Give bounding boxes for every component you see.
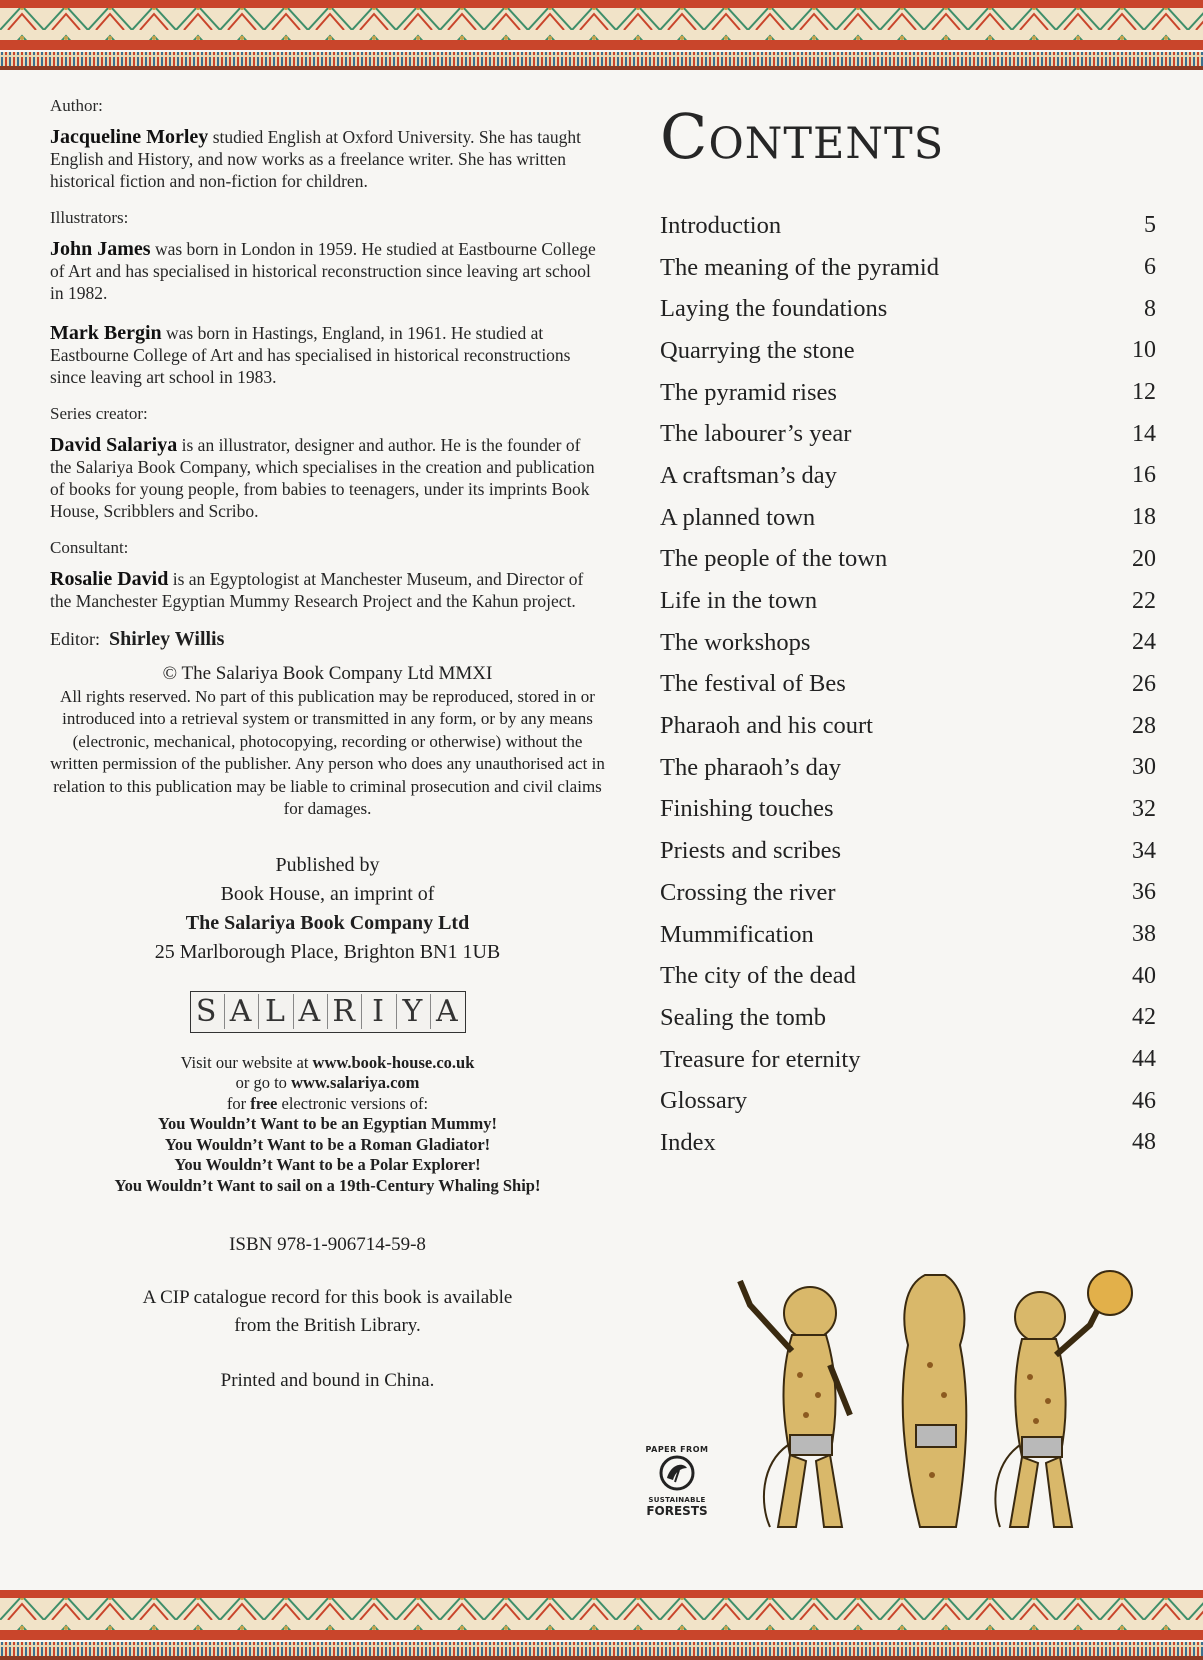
series-creator-role: Series creator: bbox=[50, 404, 148, 423]
website-link-salariya[interactable]: www.salariya.com bbox=[291, 1073, 420, 1092]
toc-page-number: 22 bbox=[1132, 587, 1156, 614]
toc-title: The pyramid rises bbox=[660, 378, 837, 406]
toc-entry bbox=[660, 914, 1156, 956]
sustainable-forests-badge: PAPER FROM SUSTAINABLE FORESTS bbox=[645, 1445, 709, 1518]
toc-page-number: 8 bbox=[1144, 295, 1156, 322]
toc-title: The pharaoh’s day bbox=[660, 753, 841, 781]
toc-page-number: 12 bbox=[1132, 379, 1156, 406]
illustrator-name: Mark Bergin bbox=[50, 322, 162, 344]
logo-letter: I bbox=[361, 994, 395, 1029]
toc-title: Crossing the river bbox=[660, 878, 836, 906]
toc-title: The city of the dead bbox=[660, 962, 856, 990]
sustainable-forest-icon bbox=[657, 1454, 697, 1492]
illustrator-bio: was born in London in 1959. He studied at Eastbourne College of Art and has specialised in historical reconstruction since leaving art school in 1982. bbox=[50, 239, 596, 303]
toc-title: Introduction bbox=[660, 211, 782, 239]
toc-entry bbox=[660, 580, 1156, 622]
toc-entry bbox=[660, 1080, 1156, 1122]
toc-title: The people of the town bbox=[660, 545, 888, 573]
author-block bbox=[50, 96, 605, 192]
printed-line: Printed and bound in China. bbox=[220, 1370, 435, 1391]
toc-title: Treasure for eternity bbox=[660, 1045, 861, 1073]
toc-title: Quarrying the stone bbox=[660, 336, 855, 364]
toc-entry bbox=[660, 330, 1156, 372]
toc-title: Life in the town bbox=[660, 587, 818, 615]
bes-figures-illustration bbox=[730, 1265, 1170, 1545]
series-title: You Wouldn’t Want to sail on a 19th-Century Whaling Ship! bbox=[114, 1175, 541, 1195]
logo-letter: A bbox=[430, 994, 464, 1029]
toc-page-number: 44 bbox=[1132, 1046, 1156, 1073]
toc-entry bbox=[660, 955, 1156, 997]
toc-page-number: 38 bbox=[1132, 921, 1156, 948]
illustrators-role: Illustrators: bbox=[50, 208, 129, 227]
toc-page-number: 46 bbox=[1132, 1087, 1156, 1114]
toc-entry bbox=[660, 705, 1156, 747]
toc-page-number: 48 bbox=[1132, 1129, 1156, 1156]
toc-entry bbox=[660, 747, 1156, 789]
credits-column bbox=[50, 96, 605, 1392]
publisher-company: The Salariya Book Company Ltd bbox=[185, 911, 470, 934]
toc-title: Priests and scribes bbox=[660, 837, 841, 865]
series-title: You Wouldn’t Want to be an Egyptian Mummy! bbox=[157, 1114, 498, 1133]
toc-page-number: 14 bbox=[1132, 420, 1156, 447]
toc-entry bbox=[660, 497, 1156, 539]
toc-page-number: 6 bbox=[1144, 254, 1156, 281]
editor-name: Shirley Willis bbox=[109, 628, 225, 650]
series-creator-name: David Salariya bbox=[50, 434, 178, 456]
imprint-line: Book House, an imprint of bbox=[220, 882, 435, 905]
toc-entry bbox=[660, 830, 1156, 872]
toc-page-number: 32 bbox=[1132, 795, 1156, 822]
website-block: Visit our website at www.book-house.co.uk or go to www.salariya.com for free electronic versions of: You Wouldn’t Want to be an Egyptian Mummy! You Wouldn’t Want to be a Roman Gladiator! You Wouldn’t Want to be a Polar Explorer! You Wouldn’t Want to sail on a 19th-Century Whaling Ship! bbox=[50, 1053, 605, 1197]
toc-entry bbox=[660, 413, 1156, 455]
publisher-block bbox=[50, 851, 605, 967]
toc-title: Sealing the tomb bbox=[660, 1003, 827, 1031]
toc-entry bbox=[660, 1122, 1156, 1164]
consultant-block bbox=[50, 538, 605, 612]
toc-page-number: 34 bbox=[1132, 837, 1156, 864]
illustrator-bio: was born in Hastings, England, in 1961. He studied at Eastbourne College of Art and has specialised in historical reconstructions since leaving art school in 1983. bbox=[50, 323, 571, 387]
illustrator-name: John James bbox=[50, 238, 151, 260]
logo-letter: A bbox=[224, 994, 258, 1029]
illustrators-block bbox=[50, 208, 605, 388]
consultant-role: Consultant: bbox=[50, 538, 129, 557]
contents-title: Contents bbox=[660, 100, 945, 173]
toc-title: The meaning of the pyramid bbox=[660, 253, 939, 281]
website-link-book-house[interactable]: www.book-house.co.uk bbox=[312, 1052, 475, 1072]
toc-page-number: 42 bbox=[1132, 1004, 1156, 1031]
toc-page-number: 5 bbox=[1144, 212, 1156, 239]
editor-line bbox=[50, 628, 605, 651]
toc-page-number: 18 bbox=[1132, 504, 1156, 531]
toc-title: The workshops bbox=[660, 628, 811, 656]
toc-entry bbox=[660, 288, 1156, 330]
toc-entry bbox=[660, 455, 1156, 497]
table-of-contents bbox=[660, 205, 1156, 1164]
toc-entry bbox=[660, 789, 1156, 831]
toc-title: Finishing touches bbox=[660, 795, 834, 823]
consultant-bio: is an Egyptologist at Manchester Museum, and Director of the Manchester Egyptian Mummy Research Project and the Kahun project. bbox=[50, 569, 584, 611]
toc-title: Index bbox=[660, 1128, 716, 1156]
toc-page-number: 26 bbox=[1132, 670, 1156, 697]
toc-page-number: 30 bbox=[1132, 754, 1156, 781]
consultant-name: Rosalie David bbox=[50, 568, 169, 590]
toc-title: A planned town bbox=[660, 503, 816, 531]
toc-title: Mummification bbox=[660, 920, 814, 948]
toc-page-number: 24 bbox=[1132, 629, 1156, 656]
logo-letter: Y bbox=[396, 994, 430, 1029]
series-creator-bio: is an illustrator, designer and author. He is the founder of the Salariya Book Company, which specialises in the creation and publication of books for young people, from babies to teenagers, under its imprints Book House, Scribblers and Scribo. bbox=[50, 435, 595, 521]
series-creator-block bbox=[50, 404, 605, 522]
toc-entry bbox=[660, 247, 1156, 289]
toc-title: The labourer’s year bbox=[660, 420, 852, 448]
toc-title: Pharaoh and his court bbox=[660, 712, 873, 740]
author-name: Jacqueline Morley bbox=[50, 126, 209, 148]
logo-letter: S bbox=[195, 994, 219, 1029]
copyright-notice bbox=[50, 663, 605, 821]
toc-title: The festival of Bes bbox=[660, 670, 846, 698]
cip-record: A CIP catalogue record for this book is available from the British Library. bbox=[142, 1287, 513, 1336]
toc-page-number: 36 bbox=[1132, 879, 1156, 906]
toc-entry bbox=[660, 997, 1156, 1039]
logo-letter: L bbox=[258, 994, 292, 1029]
copyright-line: © The Salariya Book Company Ltd MMXI bbox=[162, 663, 493, 684]
toc-entry bbox=[660, 1039, 1156, 1081]
toc-entry bbox=[660, 872, 1156, 914]
toc-entry bbox=[660, 622, 1156, 664]
toc-page-number: 10 bbox=[1132, 337, 1156, 364]
toc-page-number: 20 bbox=[1132, 545, 1156, 572]
toc-title: Glossary bbox=[660, 1087, 748, 1115]
salariya-logo bbox=[190, 991, 466, 1033]
published-by: Published by bbox=[275, 853, 380, 876]
toc-page-number: 28 bbox=[1132, 712, 1156, 739]
series-title: You Wouldn’t Want to be a Polar Explorer! bbox=[174, 1155, 481, 1174]
editor-label: Editor: bbox=[50, 629, 100, 649]
logo-letter: A bbox=[293, 994, 327, 1029]
toc-entry bbox=[660, 664, 1156, 706]
rights-text: All rights reserved. No part of this publication may be reproduced, stored in or introduced into a retrieval system or transmitted in any form, or by any means (electronic, mechanical, photocopying, recording or otherwise) without the written permission of the publisher. Any person who does any unauthorised act in relation to this publication may be liable to criminal prosecution and civil claims for damages. bbox=[50, 686, 605, 818]
toc-title: Laying the foundations bbox=[660, 295, 888, 323]
toc-entry bbox=[660, 205, 1156, 247]
logo-letter: R bbox=[327, 994, 361, 1029]
toc-page-number: 40 bbox=[1132, 962, 1156, 989]
toc-title: A craftsman’s day bbox=[660, 461, 837, 489]
isbn: ISBN 978-1-906714-59-8 bbox=[229, 1234, 426, 1255]
author-role: Author: bbox=[50, 96, 103, 115]
toc-entry bbox=[660, 372, 1156, 414]
toc-entry bbox=[660, 539, 1156, 581]
series-title: You Wouldn’t Want to be a Roman Gladiator! bbox=[164, 1134, 491, 1154]
bottom-border-frieze bbox=[0, 1590, 1203, 1660]
publisher-address: 25 Marlborough Place, Brighton BN1 1UB bbox=[154, 940, 501, 963]
toc-page-number: 16 bbox=[1132, 462, 1156, 489]
top-border-frieze bbox=[0, 0, 1203, 70]
author-bio: studied English at Oxford University. She has taught English and History, and now works as a freelance writer. She has written historical fiction and non-fiction for children. bbox=[50, 127, 581, 191]
